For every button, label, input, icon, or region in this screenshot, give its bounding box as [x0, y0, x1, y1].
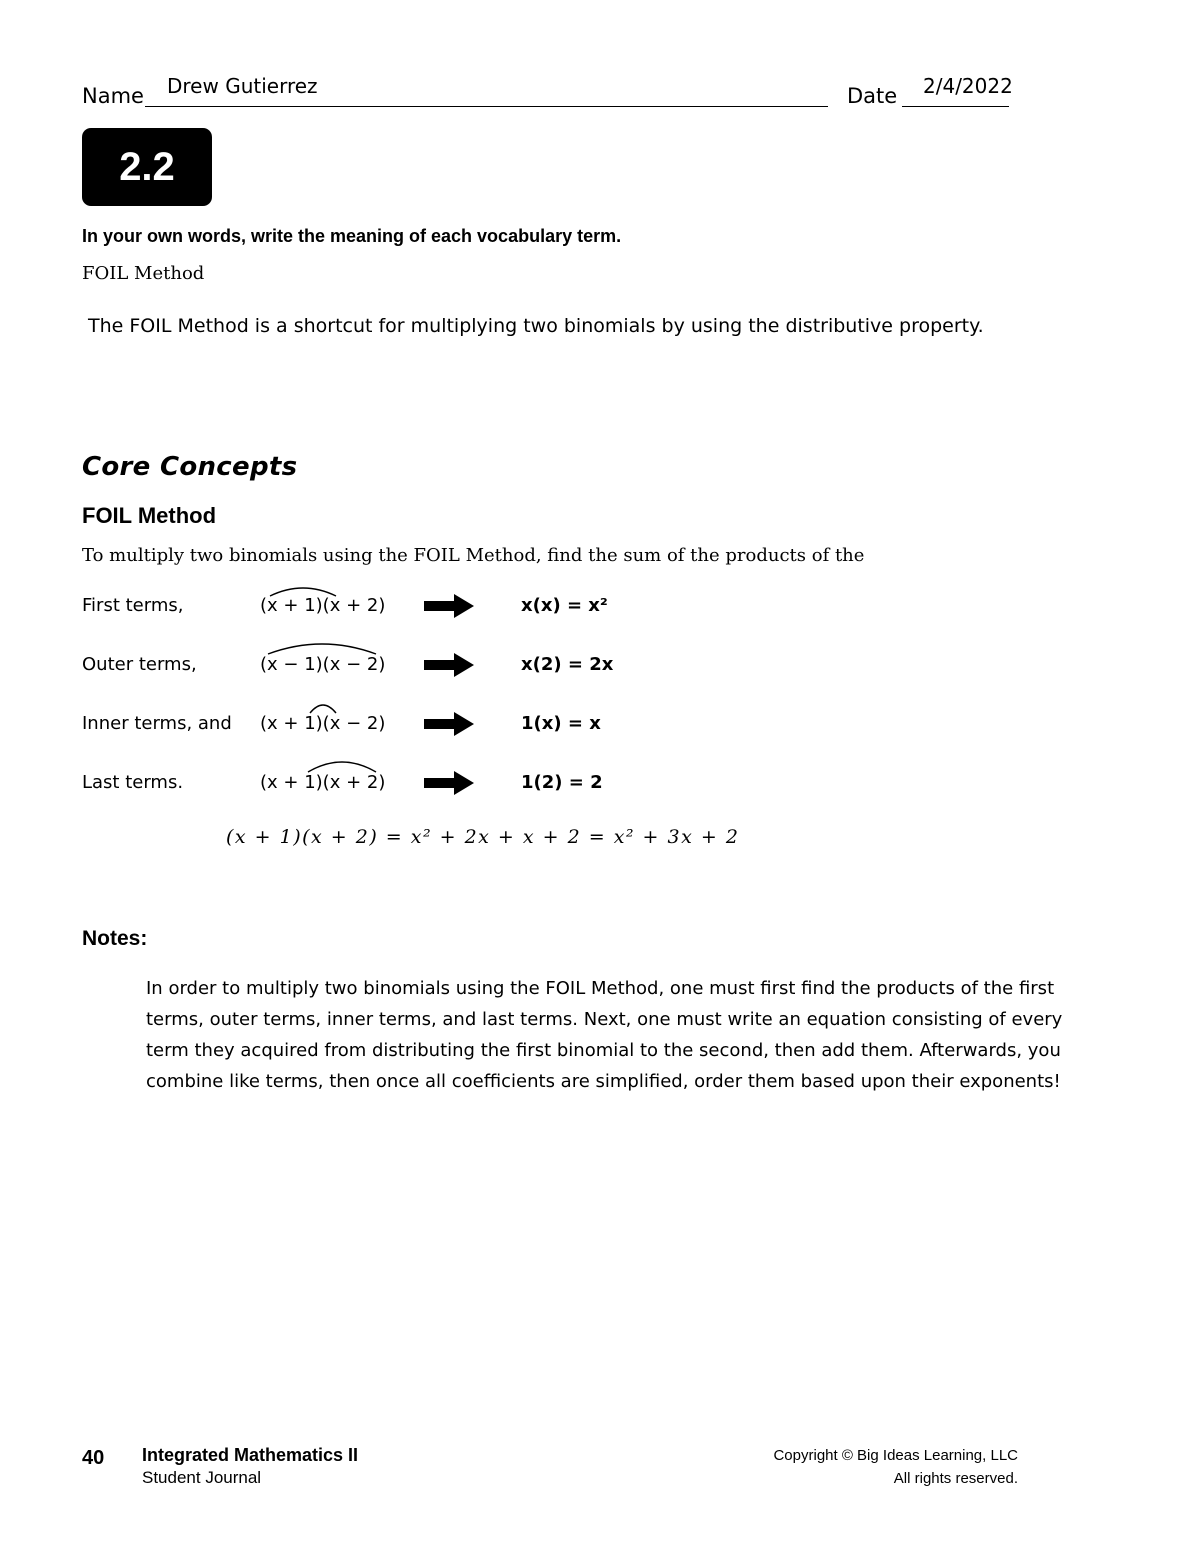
foil-intro: To multiply two binomials using the FOIL Method, find the sum of the products of the [82, 545, 865, 566]
inner-arc [308, 701, 338, 715]
name-value: Drew Gutierrez [167, 74, 318, 98]
row-label-outer: Outer terms, [82, 654, 197, 675]
arrow-icon [424, 653, 474, 677]
notes-title: Notes: [82, 927, 148, 950]
arrow-icon [424, 594, 474, 618]
vocab-answer[interactable]: The FOIL Method is a shortcut for multiplying two binomials by using the distributive property. [88, 315, 984, 337]
row-result-outer: x(2) = 2x [521, 654, 614, 675]
notes-line: In order to multiply two binomials using the FOIL Method, one must first find the products of the first [146, 978, 1055, 999]
arrow-icon [424, 712, 474, 736]
outer-arc [266, 640, 378, 656]
row-label-first: First terms, [82, 595, 184, 616]
rights-reserved: All rights reserved. [893, 1470, 1018, 1487]
row-label-inner: Inner terms, and [82, 713, 232, 734]
last-arc [306, 758, 378, 774]
notes-line: terms, outer terms, inner terms, and last terms. Next, one must write an equation consisting of every [146, 1009, 1063, 1030]
notes-line: term they acquired from distributing the first binomial to the second, then add them. Afterwards, you [146, 1040, 1061, 1061]
core-concepts-heading: Core Concepts [82, 452, 298, 482]
row-expression-first: (x + 1)(x + 2) [260, 595, 386, 616]
book-title: Integrated Mathematics II [142, 1445, 359, 1465]
row-expression-outer: (x − 1)(x − 2) [260, 654, 386, 675]
foil-subheading: FOIL Method [82, 503, 217, 528]
book-subtitle: Student Journal [142, 1468, 262, 1487]
row-result-inner: 1(x) = x [521, 713, 601, 734]
first-arc [268, 584, 338, 598]
notes-body[interactable] [146, 973, 1086, 1097]
row-result-first: x(x) = x² [521, 595, 608, 616]
row-result-last: 1(2) = 2 [521, 772, 603, 793]
name-field[interactable] [145, 72, 828, 107]
row-label-last: Last terms. [82, 772, 184, 793]
date-label: Date [847, 84, 898, 108]
row-expression-inner: (x + 1)(x − 2) [260, 713, 386, 734]
date-value: 2/4/2022 [923, 74, 1013, 98]
notes-line: combine like terms, then once all coefficients are simplified, order them based upon their exponents! [146, 1071, 1061, 1092]
section-badge: 2.2 [82, 128, 212, 206]
arrow-icon [424, 771, 474, 795]
row-expression-last: (x + 1)(x + 2) [260, 772, 386, 793]
date-field[interactable] [902, 72, 1013, 107]
summary-equation: (x + 1)(x + 2) = x² + 2x + x + 2 = x² + 3x + 2 [226, 826, 740, 848]
page-number: 40 [82, 1447, 105, 1469]
copyright: Copyright © Big Ideas Learning, LLC [773, 1447, 1018, 1464]
name-label: Name [82, 84, 144, 108]
vocab-prompt: In your own words, write the meaning of each vocabulary term. [82, 226, 622, 246]
vocab-term: FOIL Method [82, 263, 205, 284]
